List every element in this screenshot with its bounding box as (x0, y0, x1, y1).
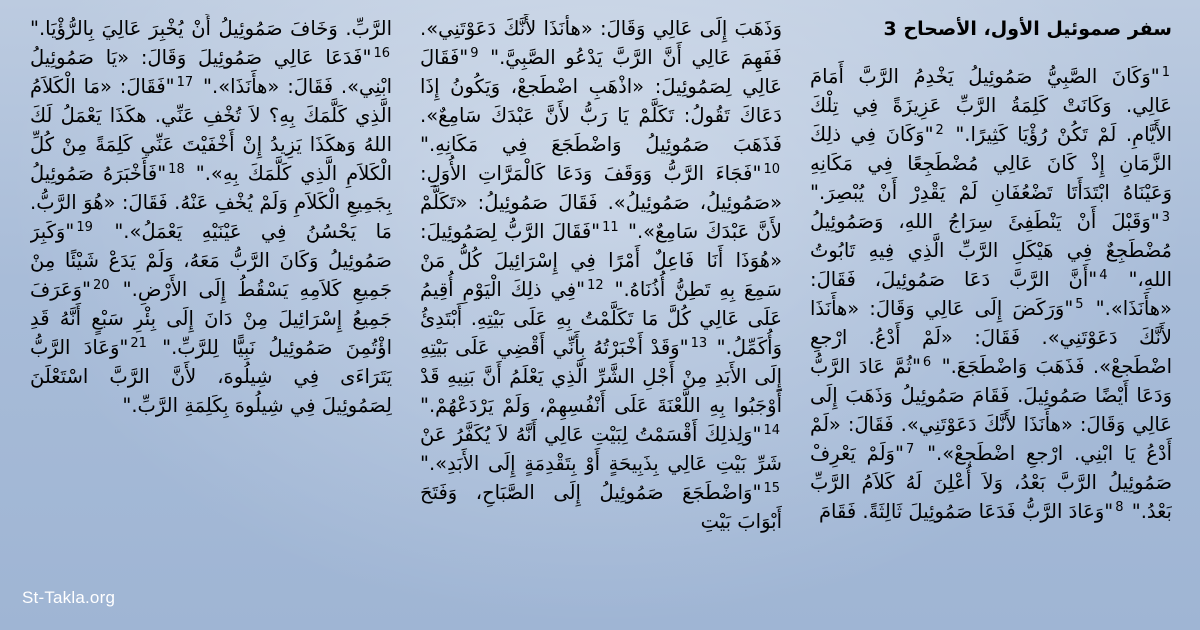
verse-number: 2 (935, 122, 944, 138)
verse-text: "وَلِذلِكَ أَقْسَمْتُ لِبَيْتِ عَالِي أَنَّهُ لاَ يُكَفَّرُ عَنْ شَرِّ بَيْتِ عَالِي بِذَبِيحَةٍ أَوْ بِتَقْدِمَةٍ إِلَى الأَبَدِ»." (420, 423, 782, 475)
verse-number: 5 (1075, 296, 1084, 312)
verse-number: 3 (1161, 209, 1170, 225)
verse-number: 16 (373, 45, 390, 61)
verse-number: 17 (176, 74, 194, 90)
chapter-title: سفر صموئيل الأول، الأصحاح 3 (883, 18, 1172, 40)
verse-number: 8 (1115, 499, 1124, 515)
verse-number: 18 (168, 161, 185, 177)
verse-number: 11 (602, 219, 619, 235)
verse-number: 14 (763, 422, 780, 438)
site-watermark: St-Takla.org (22, 588, 116, 607)
column-2 (420, 14, 782, 624)
verse-text: "وَقَبْلَ أَنْ يَنْطَفِئَ سِرَاجُ اللهِ، وَصَمُوئِيلُ مُضْطَجِعٌ فِي هَيْكَلِ الرَّبِّ الَّذِي فِيهِ تَابُوتُ اللهِ،" (810, 210, 1172, 291)
column-3 (30, 14, 392, 624)
column-1 (810, 14, 1172, 624)
verse-text: "وَكَانَ الصَّبِيُّ صَمُوئِيلُ يَخْدِمُ الرَّبَّ أَمَامَ عَالِي. وَكَانَتْ كَلِمَةُ الرَّبِّ عَزِيزَةً فِي تِلْكَ الأَيَّامِ. لَمْ تَكُنْ رُؤْيَا كَثِيرًا." (810, 65, 1172, 146)
verse-text: "فَأَخْبَرَهُ صَمُوئِيلُ بِجَمِيعِ الْكَلاَمِ وَلَمْ يُخْفِ عَنْهُ. فَقَالَ: «هُوَ الرَّبُّ. مَا يَحْسُنُ فِي عَيْنَيْهِ يَعْمَلُ»." (30, 162, 392, 243)
verse-text: "وَلَمْ يَعْرِفْ صَمُوئِيلُ الرَّبَّ بَعْدُ، وَلاَ أُعْلِنَ لَهُ كَلاَمُ الرَّبِّ بَعْدُ." (810, 442, 1172, 523)
verse-number: 21 (130, 335, 147, 351)
verse-text: وَذَهَبَ إِلَى عَالِي وَقَالَ: «هأَنَذَا لأَنَّكَ دَعَوْتَنِي». فَفَهِمَ عَالِي أَنَّ الرَّبَّ يَدْعُو الصَّبِيَّ." (420, 17, 782, 69)
verse-text: "فَقَالَ عَالِي لِصَمُوئِيلَ: «اذْهَبِ اضْطَجعْ، وَيَكُونُ إِذَا دَعَاكَ تَقُولُ: تَكَلَّمْ يَا رَبُّ لأَنَّ عَبْدَكَ سَامِعٌ». فَذَهَبَ صَمُوئِيلُ وَاضْطَجَعَ فِي مَكَانِهِ." (420, 46, 782, 156)
verse-number: 12 (587, 277, 604, 293)
verse-text: "فَقَالَ: «مَا الْكَلاَمُ الَّذِي كَلَّمَكَ بِهِ؟ لاَ تُخْفِ عَنِّي. هكَذَا يَعْمَلُ لَكَ اللهُ وَهكَذَا يَزِيدُ إِنْ أَخْفَيْتَ عَنِّي كَلِمَةً مِنْ كُلِّ الْكَلاَمِ الَّذِي كَلَّمَكَ بِهِ»." (30, 75, 392, 185)
verse-text: "فِي ذلِكَ الْيَوْمِ أُقِيمُ عَلَى عَالِي كُلَّ مَا تَكَلَّمْتُ بِهِ عَلَى بَيْتِهِ. أَبْتَدِئُ وَأُكَمِّلُ." (420, 278, 782, 359)
verse-number: 1 (1161, 64, 1170, 80)
verse-text: "فَجَاءَ الرَّبُّ وَوَقَفَ وَدَعَا كَالْمَرَّاتِ الأُوَلِ: «صَمُوئِيلُ، صَمُوئِيلُ». فَقَالَ صَمُوئِيلُ: «تَكَلَّمْ لأَنَّ عَبْدَكَ سَامِعٌ»." (420, 162, 782, 243)
verse-text: "وَعَادَ الرَّبُّ فَدَعَا صَمُوئِيلَ ثَالِثَةً. فَقَامَ (818, 500, 1114, 523)
verse-text: "وَكَبِرَ صَمُوئِيلُ وَكَانَ الرَّبُّ مَعَهُ، وَلَمْ يَدَعْ شَيْئًا مِنْ جَمِيعِ كَلاَمِهِ يَسْقُطُ إِلَى الأَرْضِ." (30, 220, 392, 301)
text-columns (30, 14, 1172, 624)
column-text (810, 62, 1172, 526)
column-text (420, 14, 782, 536)
verse-number: 13 (690, 335, 708, 351)
column-text (30, 14, 392, 420)
verse-number: 20 (93, 277, 110, 293)
verse-text: "وَعَادَ الرَّبُّ يَتَرَاءَى فِي شِيلُوهَ، لأَنَّ الرَّبَّ اسْتَعْلَنَ لِصَمُوئِيلَ فِي شِيلُوهَ بِكَلِمَةِ الرَّبِّ." (30, 336, 392, 417)
verse-number: 9 (470, 45, 479, 61)
verse-text: "وَقَدْ أَخْبَرْتُهُ بِأَنِّي أَقْضِي عَلَى بَيْتِهِ إِلَى الأَبَدِ مِنْ أَجْلِ الشَّرِّ الَّذِي يَعْلَمُ أَنَّ بَنِيهِ قَدْ أَوْجَبُوا بِهِ اللَّعْنَةَ عَلَى أَنْفُسِهِمْ، وَلَمْ يَرْدَعْهُمْ." (420, 336, 782, 417)
verse-number: 19 (76, 219, 93, 235)
verse-text: الرَّبِّ. وَخَافَ صَمُوئِيلُ أَنْ يُخْبِرَ عَالِيَ بِالرُّؤْيَا." (30, 17, 392, 40)
verse-number: 15 (763, 480, 780, 496)
verse-number: 7 (905, 441, 915, 457)
verse-text: "وَرَكَضَ إِلَى عَالِي وَقَالَ: «هأَنَذَا لأَنَّكَ دَعَوْتَنِي». فَقَالَ: «لَمْ أَدْعُ. ارْجعِ اضْطَجعْ». فَذَهَبَ وَاضْطَجَعَ." (810, 297, 1172, 378)
verse-text: "وَكَانَ فِي ذلِكَ الزَّمَانِ إِذْ كَانَ عَالِي مُضْطَجِعًا فِي مَكَانِهِ وَعَيْنَاهُ ابْتَدَأَتَا تَضْعُفَانِ لَمْ يَقْدِرْ أَنْ يُبْصِرَ." (810, 123, 1172, 204)
verse-number: 10 (763, 161, 780, 177)
verse-text: "ثُمَّ عَادَ الرَّبُّ وَدَعَا أَيْضًا صَمُوئِيلَ. فَقَامَ صَمُوئِيلُ وَذَهَبَ إِلَى عَالِي وَقَالَ: «هأَنَذَا لأَنَّكَ دَعَوْتَنِي». فَقَالَ: «لَمْ أَدْعُ يَا ابْنِي. ارْجعِ اضْطَجعْ»." (810, 355, 1172, 465)
verse-text: "فَقَالَ الرَّبُّ لِصَمُوئِيلَ: «هُوَذَا أَنَا فَاعِلٌ أَمْرًا فِي إِسْرَائِيلَ كُلُّ مَنْ سَمِعَ بِهِ تَطِنُّ أُذُنَاهُ." (420, 220, 782, 301)
verse-number: 4 (1099, 267, 1108, 283)
verse-text: "وَاضْطَجَعَ صَمُوئِيلُ إِلَى الصَّبَاحِ، وَفَتَحَ أَبْوَابَ بَيْتِ (420, 481, 782, 533)
verse-text: "فَدَعَا عَالِي صَمُوئِيلَ وَقَالَ: «يَا صَمُوئِيلُ ابْنِي». فَقَالَ: «هأَنَذَا»." (30, 46, 392, 98)
verse-text: "وَعَرَفَ جَمِيعُ إِسْرَائِيلَ مِنْ دَانَ إِلَى بِئْرِ سَبْعٍ أَنَّهُ قَدِ اؤْتُمِنَ صَمُوئِيلُ نَبِيًّا لِلرَّبِّ." (30, 278, 392, 359)
verse-text: "أَنَّ الرَّبَّ دَعَا صَمُوئِيلَ، فَقَالَ: «هأَنَذَا»." (810, 268, 1172, 320)
verse-number: 6 (922, 354, 932, 370)
